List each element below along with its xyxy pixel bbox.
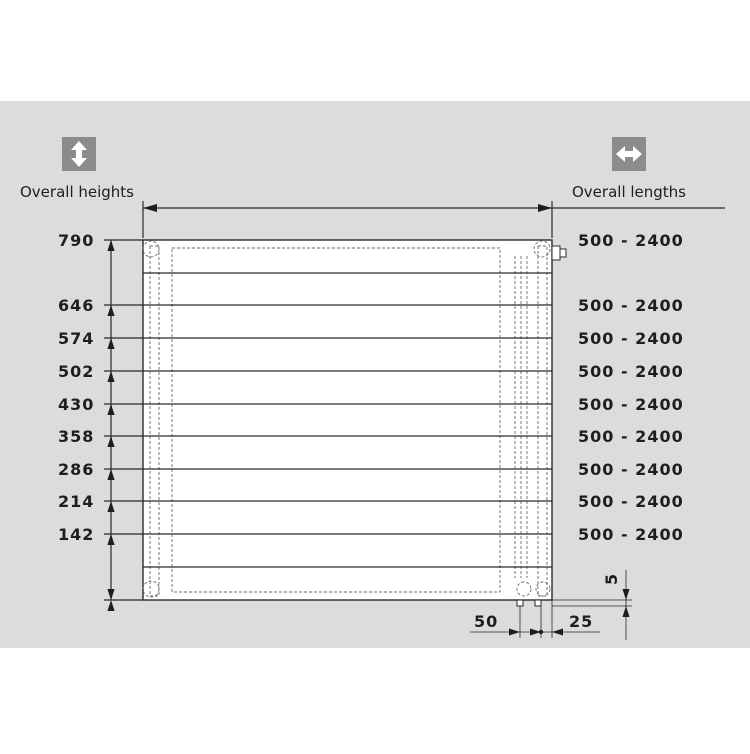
height-value: 286 (58, 460, 95, 479)
length-value: 500 - 2400 (578, 329, 684, 348)
wall-offset-value: 25 (569, 612, 594, 631)
floor-gap-value: 5 (602, 572, 621, 585)
overall-lengths-label: Overall lengths (572, 183, 687, 201)
height-value: 214 (58, 492, 95, 511)
length-value: 500 - 2400 (578, 460, 684, 479)
overall-heights-label: Overall heights (20, 183, 135, 201)
radiator-body (143, 240, 566, 606)
connection-pipe-left (517, 600, 523, 606)
height-value: 142 (58, 525, 95, 544)
valve-head (552, 246, 560, 260)
length-value: 500 - 2400 (578, 427, 684, 446)
height-value: 358 (58, 427, 95, 446)
height-value: 646 (58, 296, 95, 315)
height-value: 574 (58, 329, 95, 348)
horizontal-double-arrow-icon (612, 137, 646, 171)
length-value: 500 - 2400 (578, 492, 684, 511)
connection-offset-value: 50 (474, 612, 499, 631)
height-value: 502 (58, 362, 95, 381)
length-value: 500 - 2400 (578, 296, 684, 315)
length-value: 500 - 2400 (578, 395, 684, 414)
height-value: 790 (58, 231, 95, 250)
length-value: 500 - 2400 (578, 231, 684, 250)
length-value: 500 - 2400 (578, 362, 684, 381)
connection-pipe-right (535, 600, 541, 606)
length-value: 500 - 2400 (578, 525, 684, 544)
height-value: 430 (58, 395, 95, 414)
vertical-double-arrow-icon (62, 137, 96, 171)
